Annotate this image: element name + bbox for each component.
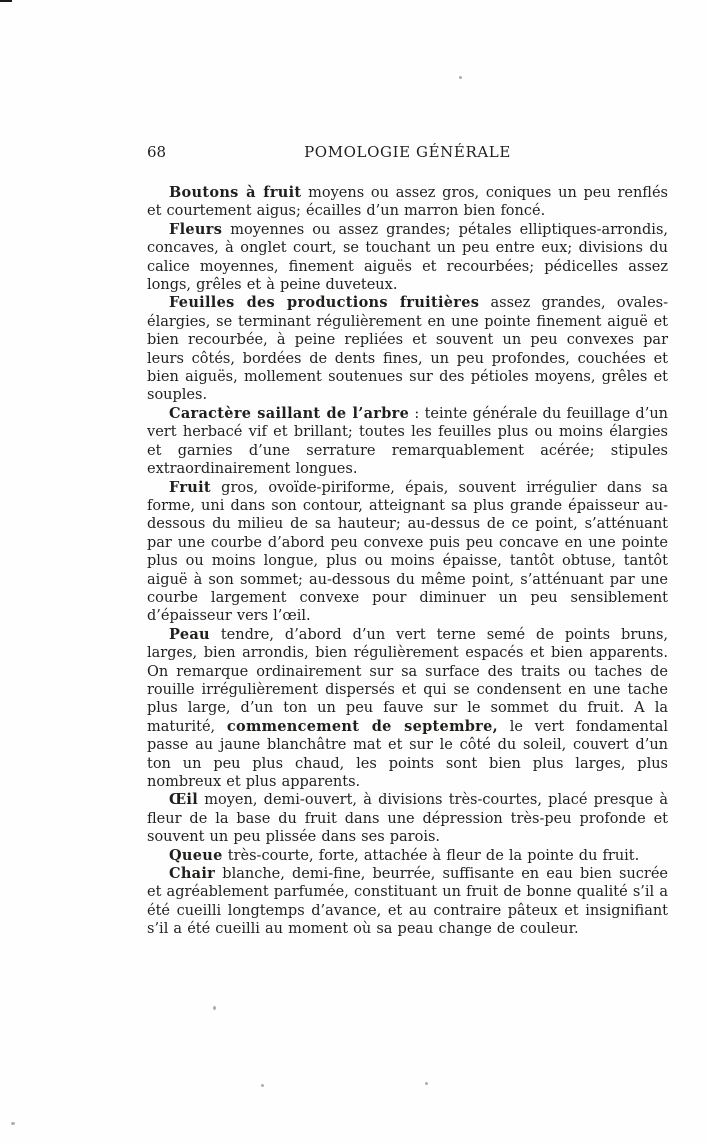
paragraph-text: gros, ovoïde-piriforme, épais, souvent irrégulier dans sa forme, uni dans son contour, atteignant sa plus grande épaisseur au-dessous du milieu de sa hauteur; au-dessus de ce point, s’atténuant par une courbe d’abord peu convexe puis peu concave en une pointe plus ou moins longue, plus ou moins épaisse, tantôt obtuse, tantôt aiguë à son sommet; au-dessous du même point, s’atténuant par une courbe largement convexe pour diminuer un peu sensiblement d’épaisseur vers l’œil. <box>147 479 668 625</box>
scan-speck <box>261 1084 264 1087</box>
paragraph-lead: Fruit <box>169 478 211 496</box>
paragraph-text: très-courte, forte, attachée à fleur de la pointe du fruit. <box>222 847 640 864</box>
paragraph-lead: Chair <box>169 865 216 883</box>
paragraph-text: moyennes ou assez grandes; pétales elliptiques-arrondis, concaves, à onglet court, se touchant un peu entre eux; divisions du calice moyennes, finement aiguës et recourbées; pédicelles assez longs, grêles et à peine duveteux. <box>147 221 668 294</box>
paragraph <box>147 294 668 404</box>
paragraph-lead: Peau <box>169 625 210 643</box>
paragraph-lead: Boutons à fruit <box>169 184 302 201</box>
scan-speck <box>459 76 462 79</box>
page-header <box>147 143 668 163</box>
paragraph <box>147 626 668 792</box>
paragraph-lead: Fleurs <box>169 220 223 238</box>
paragraph-text: moyens ou assez gros, coniques un peu renflés et courtement aigus; écailles d’un marron bien foncé. <box>147 185 668 220</box>
paragraph-text: assez grandes, ovales-élargies, se terminant régulièrement en une pointe finement aiguë et bien recourbée, à peine repliées et souvent un peu convexes par leurs côtés, bordées de dents fines, un peu profondes, couchées et bien aiguës, mollement soutenues sur des pétioles moyens, grêles et souples. <box>147 295 668 404</box>
paragraph <box>147 791 668 846</box>
paragraph-lead: Caractère saillant de l’arbre <box>169 404 410 422</box>
page-body <box>147 184 668 939</box>
paragraph <box>147 184 668 221</box>
paragraph-lead: commencement de septembre, <box>226 717 498 735</box>
paragraph <box>147 479 668 626</box>
paragraph-text: tendre, d’abord d’un vert terne semé de points bruns, larges, bien arrondis, bien régulièrement espacés et bien apparents. On remarque ordinairement sur sa surface des traits ou taches de rouille irrégulièrement dispersés et qui se condensent en une tache plus large, d’un ton un peu fauve sur le sommet du fruit. A la maturité, <box>147 626 668 735</box>
paragraph-text: moyen, demi-ouvert, à divisions très-courtes, placé presque à fleur de la base du fruit dans une dépression très-peu profonde et souvent un peu plissée dans ses parois. <box>147 792 668 846</box>
scan-speck <box>11 1122 15 1125</box>
paragraph-text: le vert fondamental passe au jaune blanchâtre mat et sur le côté du soleil, couvert d’un ton un peu plus chaud, les points sont bien plus larges, plus nombreux et plus apparents. <box>147 718 668 790</box>
paragraph-lead: Queue <box>169 846 223 864</box>
paragraph <box>147 865 668 939</box>
scan-speck <box>213 1006 216 1010</box>
page-content <box>147 143 668 939</box>
paragraph-text: : teinte générale du feuillage d’un vert herbacé vif et brillant; toutes les feuilles plus ou moins élargies et garnies d’une serrature remarquablement acérée; stipules extraordinairement longues. <box>147 405 668 478</box>
scan-speck <box>425 1082 428 1085</box>
paragraph <box>147 221 668 295</box>
paragraph-text: blanche, demi-fine, beurrée, suffisante en eau bien sucrée et agréablement parfumée, constituant un fruit de bonne qualité s’il a été cueilli longtemps d’avance, et au contraire pâteux et insignifiant s’il a été cueilli au moment où sa peau change de couleur. <box>147 866 668 938</box>
page-number: 68 <box>147 143 167 161</box>
paragraph-lead: Œil <box>169 791 199 809</box>
paragraph <box>147 847 668 865</box>
paragraph-lead: Feuilles des productions fruitières <box>169 294 480 312</box>
paragraph <box>147 405 668 479</box>
scan-edge-artifact <box>0 0 12 2</box>
running-title: POMOLOGIE GÉNÉRALE <box>304 143 511 161</box>
